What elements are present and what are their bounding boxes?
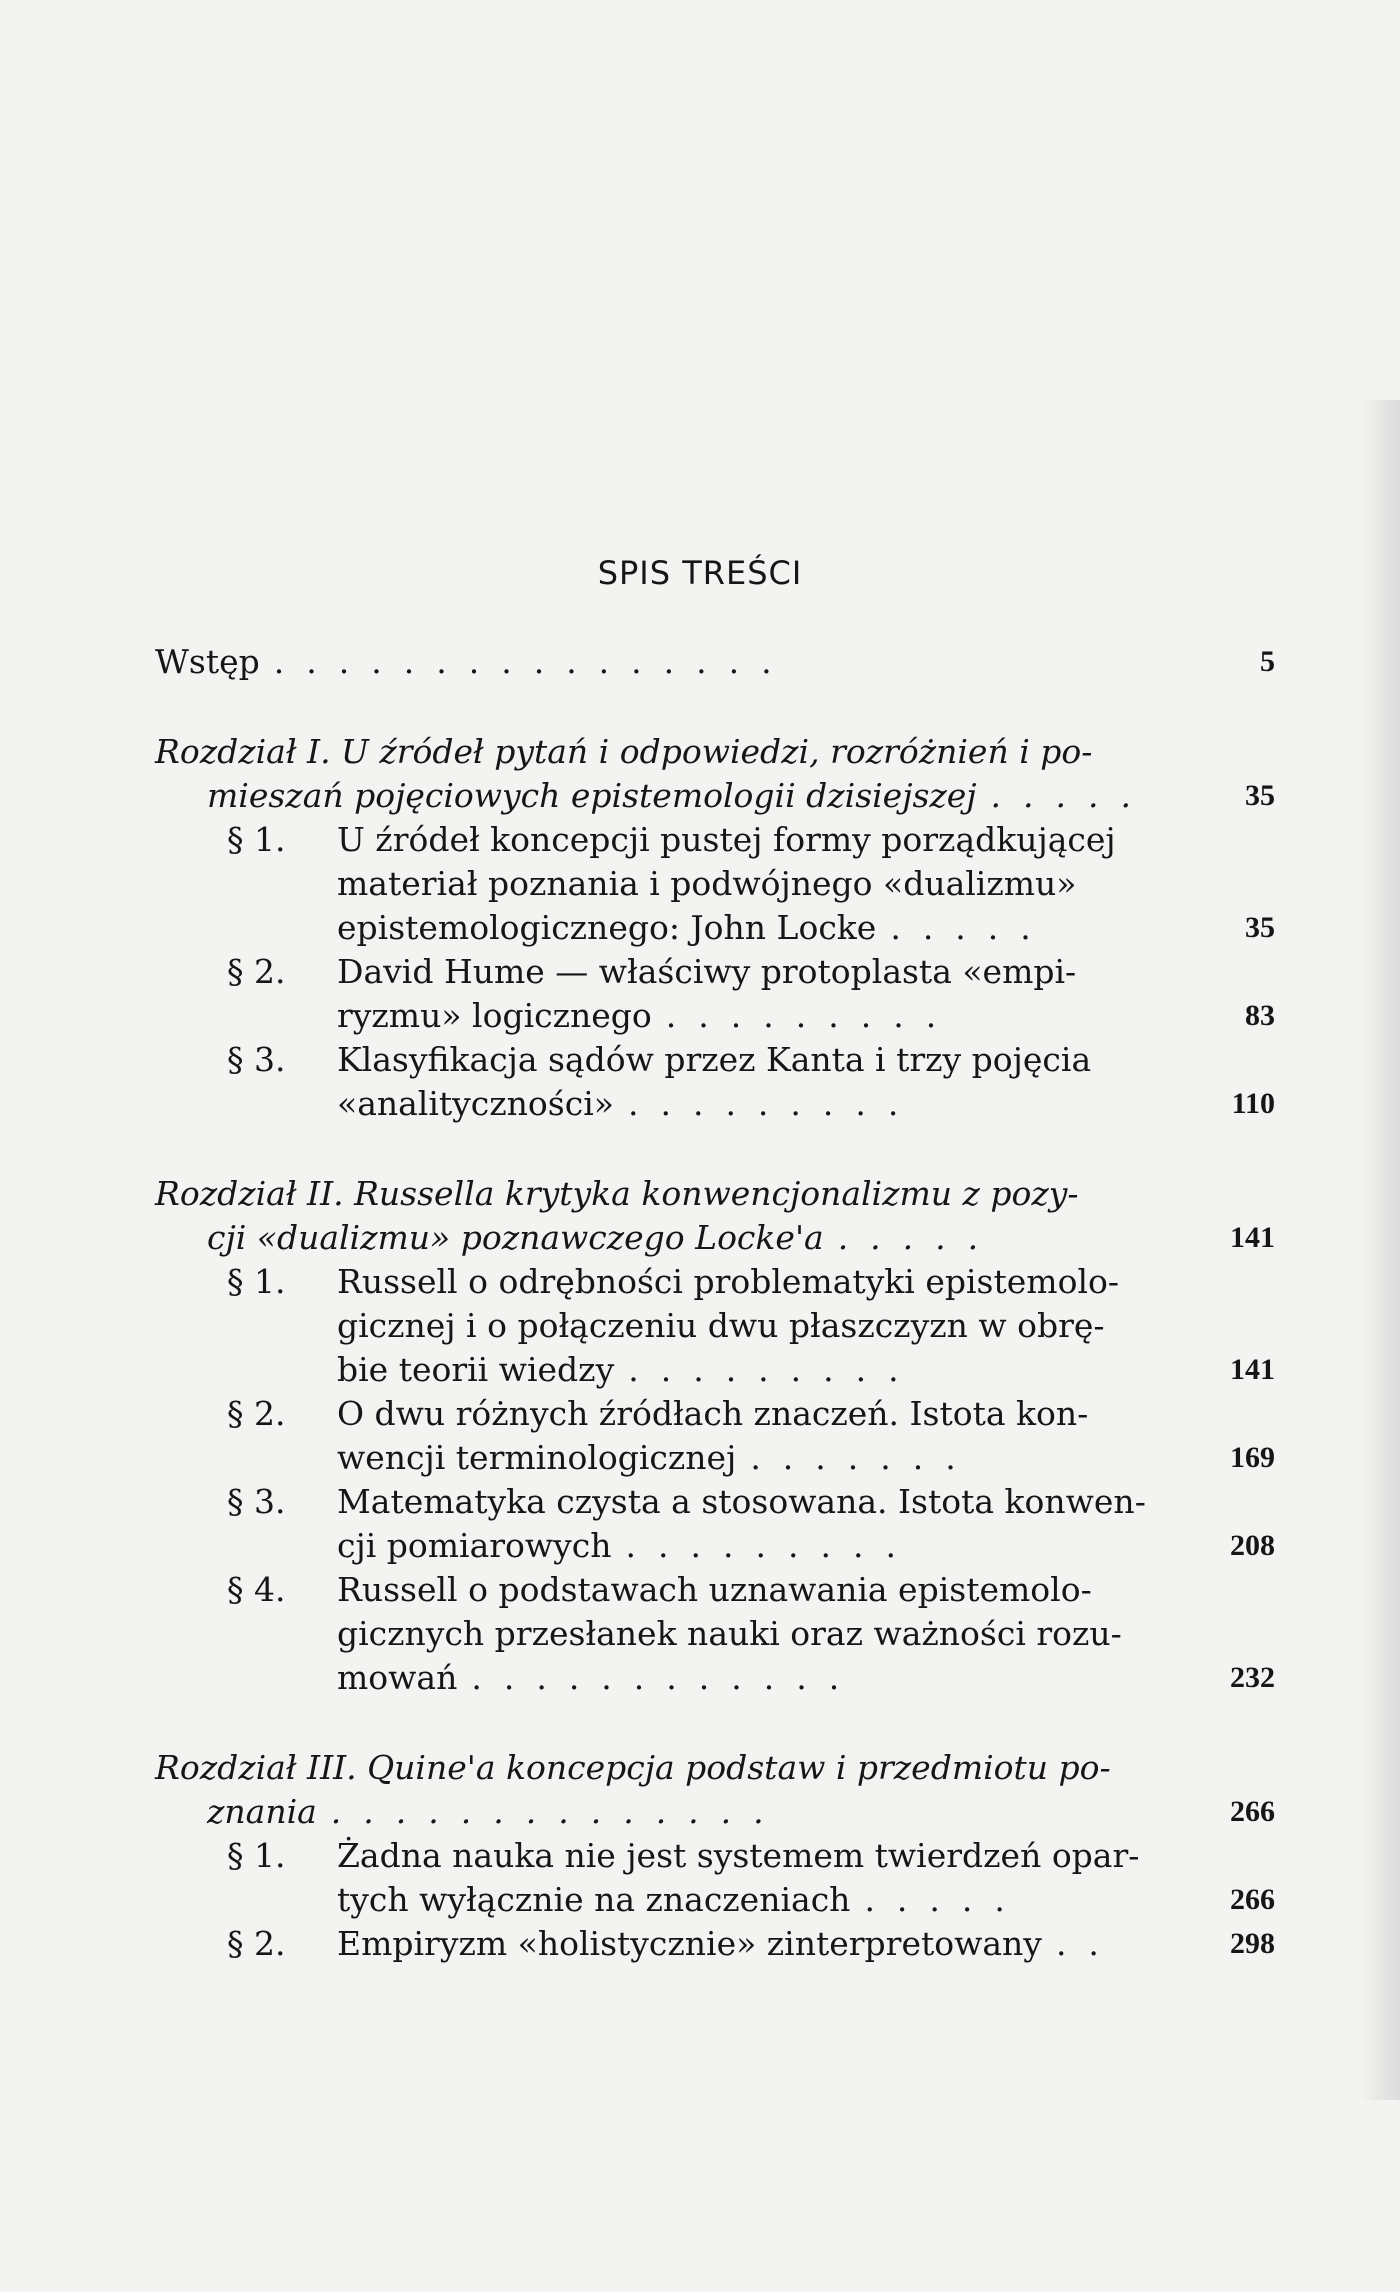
section-text: U źródeł koncepcji pustej formy porządkującej	[337, 820, 1116, 859]
chapter-title-line	[155, 774, 1275, 818]
section-text: materiał poznania i podwójnego «dualizmu»	[337, 864, 1077, 903]
dot-leader: .........	[665, 996, 959, 1035]
section-line	[227, 1082, 1275, 1126]
section-text: epistemologicznego: John Locke	[337, 908, 877, 947]
section-line	[227, 1656, 1275, 1700]
section-number: § 2.	[227, 952, 286, 991]
section-line	[227, 1480, 1275, 1524]
dot-leader: .....	[837, 1218, 1001, 1257]
section-line	[227, 1304, 1275, 1348]
section-text: O dwu różnych źródłach znaczeń. Istota kon-	[337, 1394, 1089, 1433]
section-text: bie teorii wiedzy	[337, 1350, 615, 1389]
dot-leader: .........	[627, 1084, 921, 1123]
table-of-contents	[155, 640, 1275, 1966]
section-line	[227, 1038, 1275, 1082]
section-number: § 1.	[227, 1262, 286, 1301]
chapter-page: 266	[1230, 1795, 1275, 1828]
page-edge-shadow	[1360, 400, 1400, 2100]
dot-leader: .....	[990, 776, 1153, 815]
section-text: Russell o odrębności problematyki epistemolo-	[337, 1262, 1120, 1301]
chapter-spacer	[155, 1126, 1275, 1172]
section-text: gicznych przesłanek nauki oraz ważności rozu-	[337, 1614, 1122, 1653]
section-line	[227, 862, 1275, 906]
section-line	[227, 950, 1275, 994]
section-number: § 3.	[227, 1040, 286, 1079]
section-entry	[155, 1568, 1275, 1700]
section-line	[227, 1878, 1275, 1922]
chapter-page: 141	[1230, 1221, 1275, 1254]
section-number: § 1.	[227, 1836, 286, 1875]
section-page: 83	[1245, 999, 1275, 1032]
intro-page: 5	[1260, 645, 1275, 678]
section-page: 266	[1230, 1883, 1275, 1916]
section-page: 141	[1230, 1353, 1275, 1386]
section-page: 169	[1230, 1441, 1275, 1474]
chapter-title-line	[155, 1746, 1275, 1790]
chapter-title-part1: Rozdział II. Russella krytyka konwencjonalizmu z pozy-	[155, 1174, 1079, 1213]
section-number: § 2.	[227, 1924, 286, 1963]
section-line	[227, 818, 1275, 862]
section-entry	[155, 1038, 1275, 1126]
section-page: 232	[1230, 1661, 1275, 1694]
section-entry	[155, 1922, 1275, 1966]
dot-leader: .....	[864, 1880, 1027, 1919]
section-entry	[155, 950, 1275, 1038]
section-line	[227, 906, 1275, 950]
section-line	[227, 1524, 1275, 1568]
chapter-title-line	[155, 1216, 1275, 1260]
section-page: 35	[1245, 911, 1275, 944]
chapter-title-part1: Rozdział III. Quine'a koncepcja podstaw i przedmiotu po-	[155, 1748, 1111, 1787]
toc-intro	[155, 640, 1275, 684]
section-entry	[155, 1260, 1275, 1392]
section-text: tych wyłącznie na znaczeniach	[337, 1880, 851, 1919]
section-text: «analityczności»	[337, 1084, 614, 1123]
section-line	[227, 1348, 1275, 1392]
page-title: SPIS TREŚCI	[597, 554, 803, 592]
section-entry	[155, 1480, 1275, 1568]
section-number: § 4.	[227, 1570, 286, 1609]
section-text: Russell o podstawach uznawania epistemolo-	[337, 1570, 1092, 1609]
dot-leader: ................	[273, 642, 794, 681]
chapter-title-line	[155, 1172, 1275, 1216]
dot-leader: .........	[628, 1350, 921, 1389]
section-page: 208	[1230, 1529, 1275, 1562]
chapter-title-part2: mieszań pojęciowych epistemologii dzisiejszej	[207, 776, 977, 815]
section-line	[227, 1392, 1275, 1436]
section-number: § 1.	[227, 820, 286, 859]
section-text: David Hume — właściwy protoplasta «empi-	[337, 952, 1077, 991]
section-text: Matematyka czysta a stosowana. Istota konwen-	[337, 1482, 1146, 1521]
chapter-title-part2: cji «dualizmu» poznawczego Locke'a	[207, 1218, 824, 1257]
chapter-spacer	[155, 1700, 1275, 1746]
chapter-entry	[155, 1172, 1275, 1260]
section-text: mowań	[337, 1658, 458, 1697]
section-text: wencji terminologicznej	[337, 1438, 737, 1477]
chapter-entry	[155, 1746, 1275, 1834]
section-line	[227, 1922, 1275, 1966]
chapter-spacer	[155, 684, 1275, 730]
section-entry	[155, 818, 1275, 950]
section-line	[227, 1834, 1275, 1878]
section-line	[227, 1568, 1275, 1612]
section-line	[227, 1612, 1275, 1656]
section-text: Empiryzm «holistycznie» zinterpretowany	[337, 1924, 1042, 1963]
section-number: § 3.	[227, 1482, 286, 1521]
section-number: § 2.	[227, 1394, 286, 1433]
dot-leader: .....	[890, 908, 1053, 947]
dot-leader: .........	[625, 1526, 918, 1565]
section-line	[227, 1436, 1275, 1480]
section-entry	[155, 1834, 1275, 1922]
chapter-page: 35	[1245, 779, 1275, 812]
chapter-entry	[155, 730, 1275, 818]
chapter-title-part2: znania	[207, 1792, 317, 1831]
section-entry	[155, 1392, 1275, 1480]
section-text: Klasyfikacja sądów przez Kanta i trzy pojęcia	[337, 1040, 1092, 1079]
chapter-title-line	[155, 730, 1275, 774]
section-line	[227, 994, 1275, 1038]
section-page: 298	[1230, 1927, 1275, 1960]
chapter-title-line	[155, 1790, 1275, 1834]
section-text: Żadna nauka nie jest systemem twierdzeń opar-	[337, 1836, 1140, 1875]
chapter-title-part1: Rozdział I. U źródeł pytań i odpowiedzi, rozróżnień i po-	[155, 732, 1093, 771]
section-line	[227, 1260, 1275, 1304]
intro-label: Wstęp	[155, 642, 260, 681]
section-text: ryzmu» logicznego	[337, 996, 652, 1035]
dot-leader: ..	[1055, 1924, 1121, 1963]
section-text: gicznej i o połączeniu dwu płaszczyzn w obrę-	[337, 1306, 1105, 1345]
section-text: cji pomiarowych	[337, 1526, 612, 1565]
dot-leader: .......	[750, 1438, 978, 1477]
dot-leader: ..............	[330, 1792, 786, 1831]
section-page: 110	[1231, 1087, 1275, 1120]
dot-leader: ............	[471, 1658, 862, 1697]
